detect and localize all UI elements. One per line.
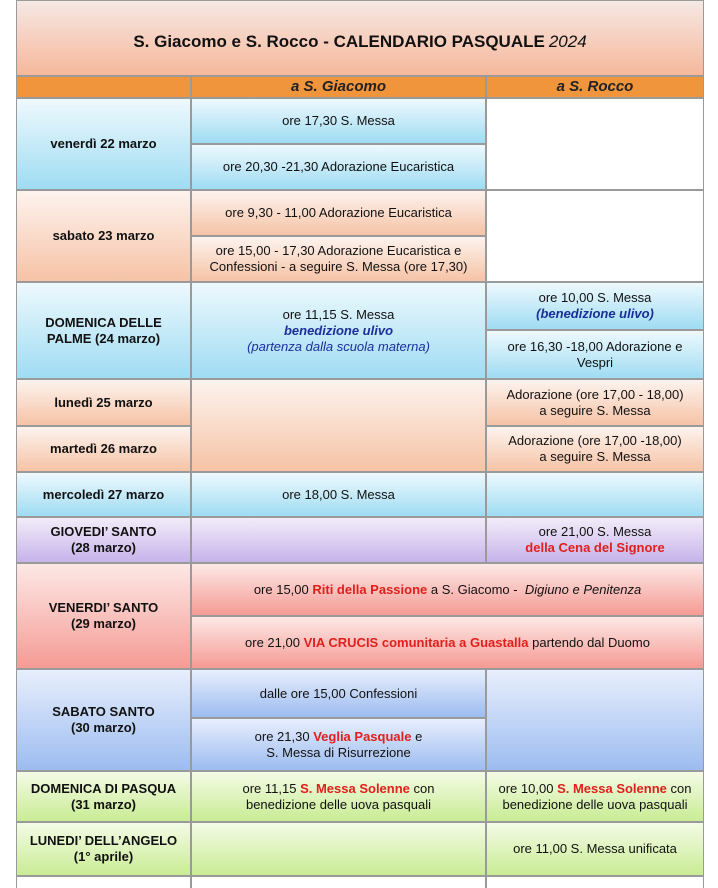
pasqua-day-date: (31 marzo) xyxy=(70,796,137,812)
veglia-time: ore 21,30 xyxy=(254,728,310,744)
angelo-day-date: (1° aprile) xyxy=(73,849,134,864)
sabato-giacomo-adorazione: ore 9,30 - 11,00 Adorazione Eucaristica xyxy=(191,190,486,236)
angelo-rocco: ore 11,00 S. Messa unificata xyxy=(486,822,704,876)
pasqua-rocco-uova: benedizione delle uova pasquali xyxy=(502,796,688,812)
day-mercoledi-27: mercoledì 27 marzo xyxy=(16,472,191,517)
giovedi-rocco-title: della Cena del Signore xyxy=(525,540,665,555)
pasqua-giacomo-time: ore 11,15 xyxy=(242,780,297,796)
page-title xyxy=(16,0,704,76)
passione-place: a S. Giacomo - xyxy=(430,581,518,597)
pasqua-rocco-con: con xyxy=(670,780,692,796)
pasqua-giacomo xyxy=(191,771,486,822)
via-crucis-time: ore 21,00 xyxy=(245,634,300,650)
sabato-rocco-empty xyxy=(486,190,704,282)
pasqua-giacomo-uova: benedizione delle uova pasquali xyxy=(245,796,432,812)
day-venerdi-22: venerdì 22 marzo xyxy=(16,98,191,190)
passione-time: ore 15,00 xyxy=(253,581,309,597)
palme-giacomo xyxy=(191,282,486,379)
venerdi-giacomo-messa: ore 17,30 S. Messa xyxy=(191,98,486,144)
day-lunedi-25: lunedì 25 marzo xyxy=(16,379,191,426)
lunedi-rocco xyxy=(486,379,704,426)
day-pasqua xyxy=(16,771,191,822)
day-martedi-26: martedì 26 marzo xyxy=(16,426,191,472)
day-sabato-23: sabato 23 marzo xyxy=(16,190,191,282)
day-giovedi-santo xyxy=(16,517,191,563)
venerdi-santo-day-date: (29 marzo) xyxy=(70,616,137,631)
veglia-title: Veglia Pasquale xyxy=(313,728,412,744)
giovedi-rocco xyxy=(486,517,704,563)
via-crucis-place: partendo dal Duomo xyxy=(532,634,650,650)
day-sabato-santo xyxy=(16,669,191,771)
palme-giacomo-start: (partenza dalla scuola materna) xyxy=(247,338,430,354)
martedi-rocco-adorazione: Adorazione (ore 17,00 -18,00) xyxy=(508,433,682,448)
lunedi-rocco-adorazione: Adorazione (ore 17,00 - 18,00) xyxy=(506,386,684,402)
title-main: S. Giacomo e S. Rocco - CALENDARIO PASQUALE xyxy=(133,32,545,51)
calendar-table xyxy=(16,0,704,888)
sabato-santo-day-label: SABATO SANTO xyxy=(52,704,155,719)
empty-row-cell xyxy=(191,876,486,888)
passione-title: Riti della Passione xyxy=(312,581,428,597)
empty-row-cell xyxy=(486,876,704,888)
angelo-day-label: LUNEDI’ DELL’ANGELO xyxy=(29,833,178,848)
venerdi-rocco-empty xyxy=(486,98,704,190)
pasqua-giacomo-title: S. Messa Solenne xyxy=(300,780,410,796)
palme-giacomo-blessing: benedizione ulivo xyxy=(283,322,394,338)
veglia-messa: S. Messa di Risurrezione xyxy=(266,744,411,760)
giovedi-giacomo-empty xyxy=(191,517,486,563)
day-palme: DOMENICA DELLE PALME (24 marzo) xyxy=(16,282,191,379)
giovedi-day-label: GIOVEDI’ SANTO xyxy=(50,524,157,539)
veglia-and: e xyxy=(415,728,423,744)
giovedi-rocco-time: ore 21,00 S. Messa xyxy=(538,524,652,539)
mercoledi-rocco-empty xyxy=(486,472,704,517)
martedi-rocco xyxy=(486,426,704,472)
sabato-santo-day-date: (30 marzo) xyxy=(70,720,137,735)
day-venerdi-santo xyxy=(16,563,191,669)
pasqua-day-label: DOMENICA DI PASQUA xyxy=(30,780,177,796)
venerdi-santo-day-label: VENERDI’ SANTO xyxy=(48,600,159,615)
header-giacomo: a S. Giacomo xyxy=(191,76,486,98)
palme-rocco-messa xyxy=(486,282,704,330)
lun-mar-giacomo-empty xyxy=(191,379,486,472)
pasqua-rocco-title: S. Messa Solenne xyxy=(557,780,667,796)
header-rocco: a S. Rocco xyxy=(486,76,704,98)
passione-digiuno: Digiuno e Penitenza xyxy=(524,581,642,597)
venerdi-giacomo-adorazione: ore 20,30 -21,30 Adorazione Eucaristica xyxy=(191,144,486,190)
mercoledi-giacomo: ore 18,00 S. Messa xyxy=(191,472,486,517)
venerdi-santo-passione xyxy=(191,563,704,616)
venerdi-santo-via-crucis xyxy=(191,616,704,669)
header-empty xyxy=(16,76,191,98)
sabato-giacomo-confessioni: ore 15,00 - 17,30 Adorazione Eucaristica e Confessioni - a seguire S. Messa (ore 17,30) xyxy=(191,236,486,282)
palme-giacomo-time: ore 11,15 S. Messa xyxy=(282,306,395,322)
giovedi-day-date: (28 marzo) xyxy=(70,540,137,555)
sabato-santo-rocco-empty xyxy=(486,669,704,771)
palme-rocco-time: ore 10,00 S. Messa xyxy=(538,290,652,305)
day-angelo xyxy=(16,822,191,876)
pasqua-giacomo-con: con xyxy=(413,780,435,796)
lunedi-rocco-messa: a seguire S. Messa xyxy=(539,402,651,418)
sabato-santo-confessioni: dalle ore 15,00 Confessioni xyxy=(191,669,486,718)
palme-rocco-vespri: ore 16,30 -18,00 Adorazione e Vespri xyxy=(486,330,704,379)
empty-row-cell xyxy=(16,876,191,888)
martedi-rocco-messa: a seguire S. Messa xyxy=(539,449,651,464)
title-year: 2024 xyxy=(548,32,587,51)
palme-rocco-blessing: (benedizione ulivo) xyxy=(536,306,654,321)
angelo-giacomo-empty xyxy=(191,822,486,876)
sabato-santo-veglia xyxy=(191,718,486,771)
via-crucis-title: VIA CRUCIS comunitaria a Guastalla xyxy=(303,634,529,650)
pasqua-rocco xyxy=(486,771,704,822)
pasqua-rocco-time: ore 10,00 xyxy=(498,780,554,796)
